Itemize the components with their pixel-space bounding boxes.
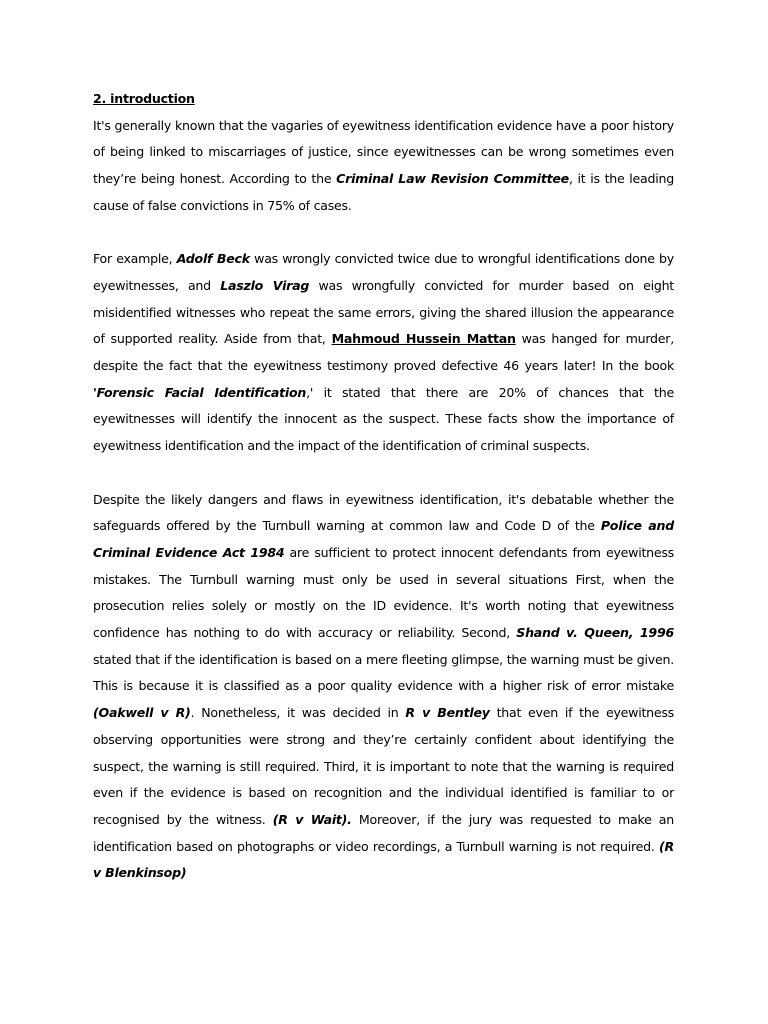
case-reference: Laszlo Virag (220, 277, 310, 293)
case-reference: Shand v. Queen, 1996 (516, 625, 674, 641)
text-run: Moreover, if the jury was requested to make an identification based on photographs or video recordings, a Turnbull warning is not required. (93, 811, 674, 854)
paragraph-turnbull (93, 487, 674, 888)
text-run: stated that if the identification is based on a mere fleeting glimpse, the warning must be given. This is because it is classified as a poor quality evidence with a higher risk of error mistake (93, 651, 674, 694)
case-reference: (R v Blenkinsop) (93, 838, 674, 881)
book-title: 'Forensic Facial Identification (93, 384, 307, 400)
text-run: Despite the likely dangers and flaws in eyewitness identification, it's debatable whether the safeguards offered by the Turnbull warning at common law and Code D of the (93, 491, 674, 534)
case-reference: (Oakwell v R) (93, 705, 191, 721)
text-run: are sufficient to protect innocent defendants from eyewitness mistakes. The Turnbull warning must only be used in several situations First, when the prosecution relies solely or mostly on the ID evidence. It's worth noting that eyewitness confidence has nothing to do with accuracy or reliability. Second, (93, 544, 674, 641)
text-run: For example, (93, 251, 177, 267)
case-reference: Adolf Beck (176, 251, 250, 267)
text-run: It's generally known that the vagaries of eyewitness identification evidence have a poor history of being linked to miscarriages of justice, since eyewitnesses can be wrong sometimes even they’re being honest. According to the (93, 117, 674, 187)
text-run: that even if the eyewitness observing opportunities were strong and they’re certainly confident about identifying the suspect, the warning is still required. Third, it is important to note that the warning is required even if the evidence is based on recognition and the individual identified is familiar to or recognised by the witness. (93, 705, 674, 827)
paragraph-gap (93, 220, 674, 247)
section-heading: 2. introduction (93, 91, 195, 106)
text-run: ,' it stated that there are 20% of chances that the eyewitnesses will identify the innocent as the suspect. These facts show the importance of eyewitness identification and the impact of the identification of criminal suspects. (93, 384, 674, 454)
case-reference: R v Bentley (405, 705, 490, 721)
paragraph-examples (93, 246, 674, 460)
text-run: . Nonetheless, it was decided in (190, 705, 406, 721)
text-run: , it is the leading cause of false convictions in 75% of cases. (93, 171, 674, 213)
case-reference: (R v Wait). (272, 811, 352, 827)
document-page (93, 86, 674, 887)
paragraph-intro (93, 113, 674, 220)
case-reference: Police and Criminal Evidence Act 1984 (93, 518, 674, 560)
case-reference: Criminal Law Revision Committee (336, 171, 569, 187)
text-run: was hanged for murder, despite the fact that the eyewitness testimony proved defective 46 years later! In the book (93, 331, 674, 374)
case-reference: Mahmoud Hussein Mattan (331, 331, 516, 347)
paragraph-gap (93, 460, 674, 487)
text-run: was wrongfully convicted for murder based on eight misidentified witnesses who repeat the same errors, giving the shared illusion the appearance of supported reality. Aside from that, (93, 277, 674, 347)
text-run: was wrongly convicted twice due to wrongful identifications done by eyewitnesses, and (93, 251, 674, 293)
